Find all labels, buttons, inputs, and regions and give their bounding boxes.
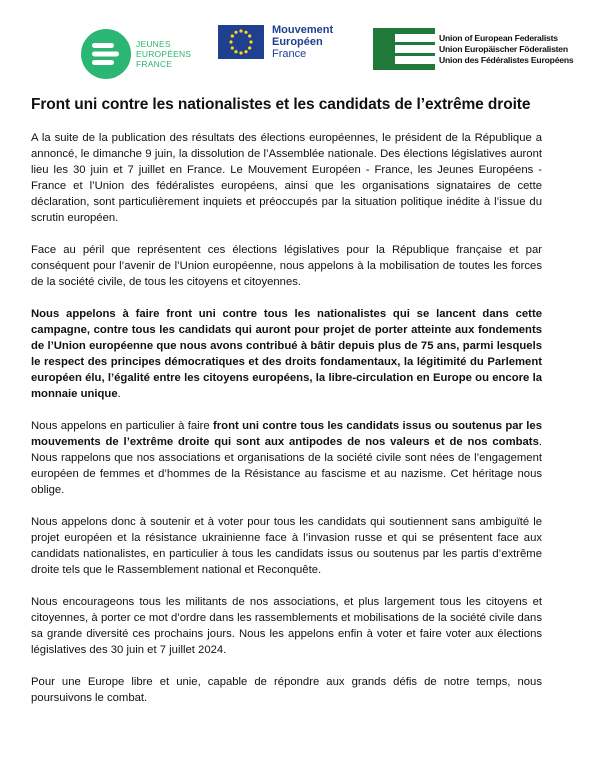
paragraph-7: Pour une Europe libre et unie, capable de répondre aux grands défis de notre temps, nous poursuivons le combat. [31, 676, 542, 704]
eu-flag-icon [218, 25, 264, 59]
paragraph-3-bold: Nous appelons à faire front uni contre tous les nationalistes qui se lancent dans cette campagne, contre tous les candidats qui auront pour projet de porter atteinte aux fondements de l’Union européenne que nous avons contribué à bâtir depuis plus de 75 ans, parmi lesquels le respect des principes démocratiques et des droits fondamentaux, la légitimité du Parlement européen élu, l’égalité entre les citoyens européens, la libre-circulation en Europe ou encore la monnaie unique [31, 308, 542, 400]
jeunes-europeens-emblem-icon [80, 28, 132, 80]
document-body [31, 130, 542, 722]
paragraph-2: Face au péril que représentent ces élections législatives pour la République française et par conséquent pour l’avenir de l’Union européenne, nous appelons à la mobilisation de toutes les forces de la société civile, de tous les citoyens et citoyennes. [31, 244, 542, 288]
jeunes-europeens-logo [80, 28, 191, 80]
jeunes-europeens-wordmark: JEUNES EUROPÉENS FRANCE [136, 39, 192, 69]
paragraph-3: Nous appelons à faire front uni contre tous les nationalistes qui se lancent dans cette campagne, contre tous les candidats qui auront pour projet de porter atteinte aux fondements de l’Union européenne que nous avons contribué à bâtir depuis plus de 75 ans, parmi lesquels le respect des principes démocratiques et des droits fondamentaux, la légitimité du Parlement européen élu, l’égalité entre les citoyens européens, la libre-circulation en Europe ou encore la monnaie unique. [31, 308, 542, 400]
document-title: Front uni contre les nationalistes et les candidats de l’extrême droite [31, 96, 531, 113]
logo-bar [0, 22, 603, 84]
paragraph-4-bold: front uni contre tous les candidats issus ou soutenus par les mouvements de l’extrême droite qui sont aux antipodes de nos valeurs et de nos combats [31, 420, 542, 448]
paragraph-4: Nous appelons en particulier à faire front uni contre tous les candidats issus ou soutenus par les mouvements de l’extrême droite qui sont aux antipodes de nos valeurs et de nos combats. Nous rappelons que nos associations et organisations de la société civile sont nées de l’engagement européen de femmes et d’hommes de la Résistance au fascisme et au nazisme. Cet héritage nous oblige. [31, 420, 542, 496]
paragraph-5: Nous appelons donc à soutenir et à voter pour tous les candidats qui soutiennent sans ambiguïté le projet européen et la résistance ukrainienne face à l’invasion russe et qui se présentent face aux candidats nationalistes, en particulier à tous les candidats issus ou soutenus par les partis d’extrême droite tels que le Rassemblement national et Reconquête. [31, 516, 542, 576]
mouvement-europeen-logo [218, 24, 333, 60]
uef-logo [373, 28, 573, 70]
mouvement-europeen-wordmark: Mouvement Européen France [272, 24, 334, 60]
paragraph-1: A la suite de la publication des résultats des élections européennes, le président de la République a annoncé, le dimanche 9 juin, la dissolution de l’Assemblée nationale. Des élections législatives auront lieu les 30 juin et 7 juillet en France. Le Mouvement Européen - France, les Jeunes Européens - France et l’Union des fédéralistes européens, ainsi que les organisations signataires de cette déclaration, sont particulièrement inquiets et préoccupés par la situation politique inédite à l’issue du scrutin européen. [31, 132, 542, 224]
uef-wordmark: Union of European Federalists Union Europäischer Föderalisten Union des Fédéralistes Européens [439, 32, 574, 65]
paragraph-6: Nous encourageons tous les militants de nos associations, et plus largement tous les citoyens et citoyennes, à porter ce mot d’ordre dans les rassemblements et mobilisations de la société civile dans sa grande diversité ces prochains jours. Nous les appelons enfin à voter et faire voter aux élections législatives des 30 juin et 7 juillet 2024. [31, 596, 542, 656]
uef-emblem-icon [373, 28, 435, 70]
